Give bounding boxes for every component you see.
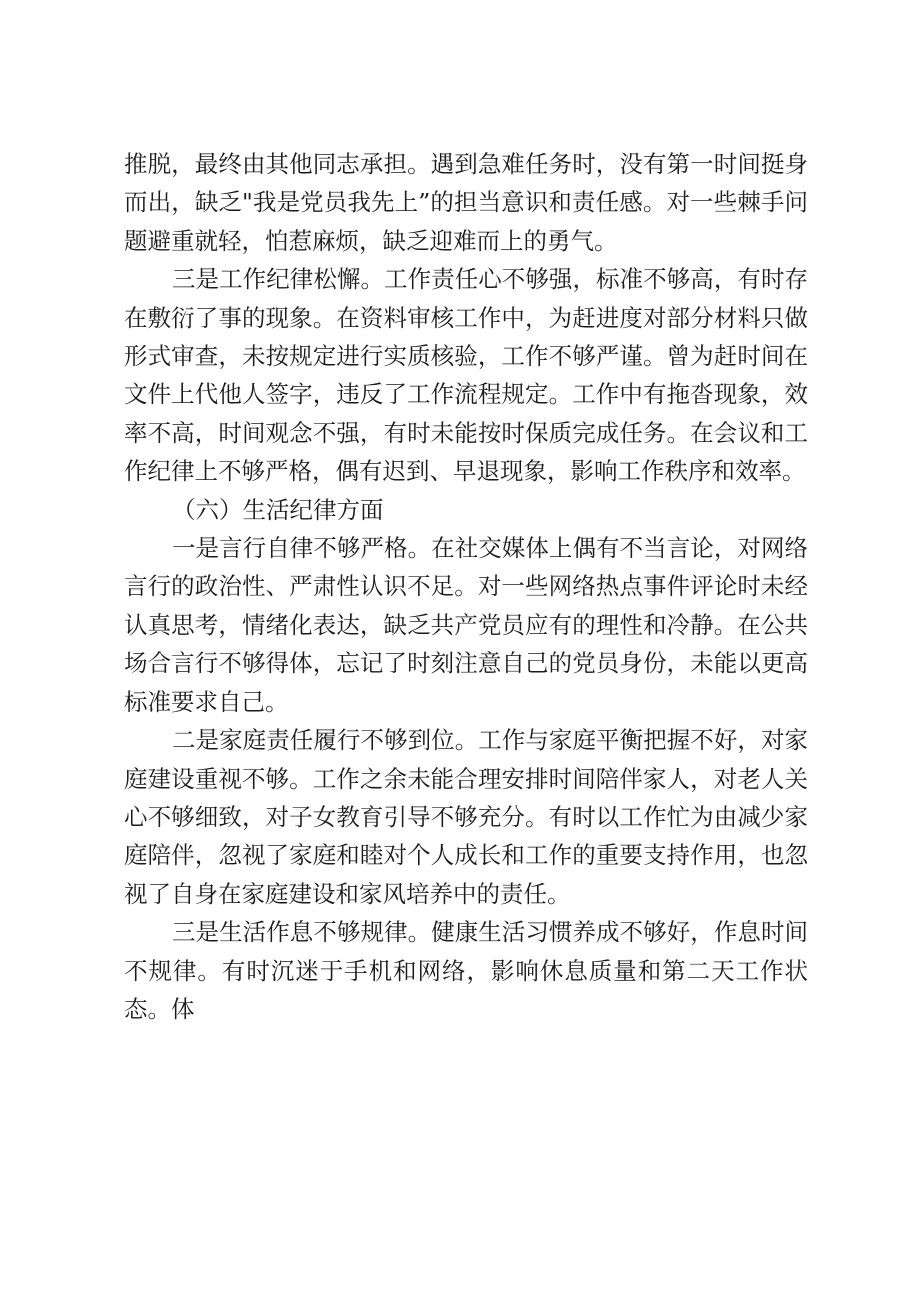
paragraph-speech-conduct: 一是言行自律不够严格。在社交媒体上偶有不当言论，对网络言行的政治性、严肃性认识不足。对一些网络热点事件评论时未经认真思考，情绪化表达，缺乏共产党员应有的理性和冷静。在公共场合言行不够得体，忘记了时刻注意自己的党员身份，未能以更高标准要求自己。: [124, 534, 808, 716]
document-body: [124, 145, 808, 1028]
paragraph-life-routine: 三是生活作息不够规律。健康生活习惯养成不够好，作息时间不规律。有时沉迷于手机和网络，影响休息质量和第二天工作状态。体: [124, 918, 808, 1023]
paragraph-family-responsibility: 二是家庭责任履行不够到位。工作与家庭平衡把握不好，对家庭建设重视不够。工作之余未能合理安排时间陪伴家人，对老人关心不够细致，对子女教育引导不够充分。有时以工作忙为由减少家庭陪伴，忽视了家庭和睦对个人成长和工作的重要支持作用，也忽视了自身在家庭建设和家风培养中的责任。: [124, 726, 808, 908]
section-heading-life-discipline: （六）生活纪律方面: [172, 495, 384, 524]
paragraph-work-discipline: 三是工作纪律松懈。工作责任心不够强，标准不够高，有时存在敷衍了事的现象。在资料审核工作中，为赶进度对部分材料只做形式审查，未按规定进行实质核验，工作不够严谨。曾为赶时间在文件上代他人签字，违反了工作流程规定。工作中有拖沓现象，效率不高，时间观念不强，有时未能按时保质完成任务。在会议和工作纪律上不够严格，偶有迟到、早退现象，影响工作秩序和效率。: [124, 265, 808, 486]
paragraph-continued-responsibility: 推脱，最终由其他同志承担。遇到急难任务时，没有第一时间挺身而出，缺乏"我是党员我先上”的担当意识和责任感。对一些棘手问题避重就轻，怕惹麻烦，缺乏迎难而上的勇气。: [124, 150, 808, 255]
